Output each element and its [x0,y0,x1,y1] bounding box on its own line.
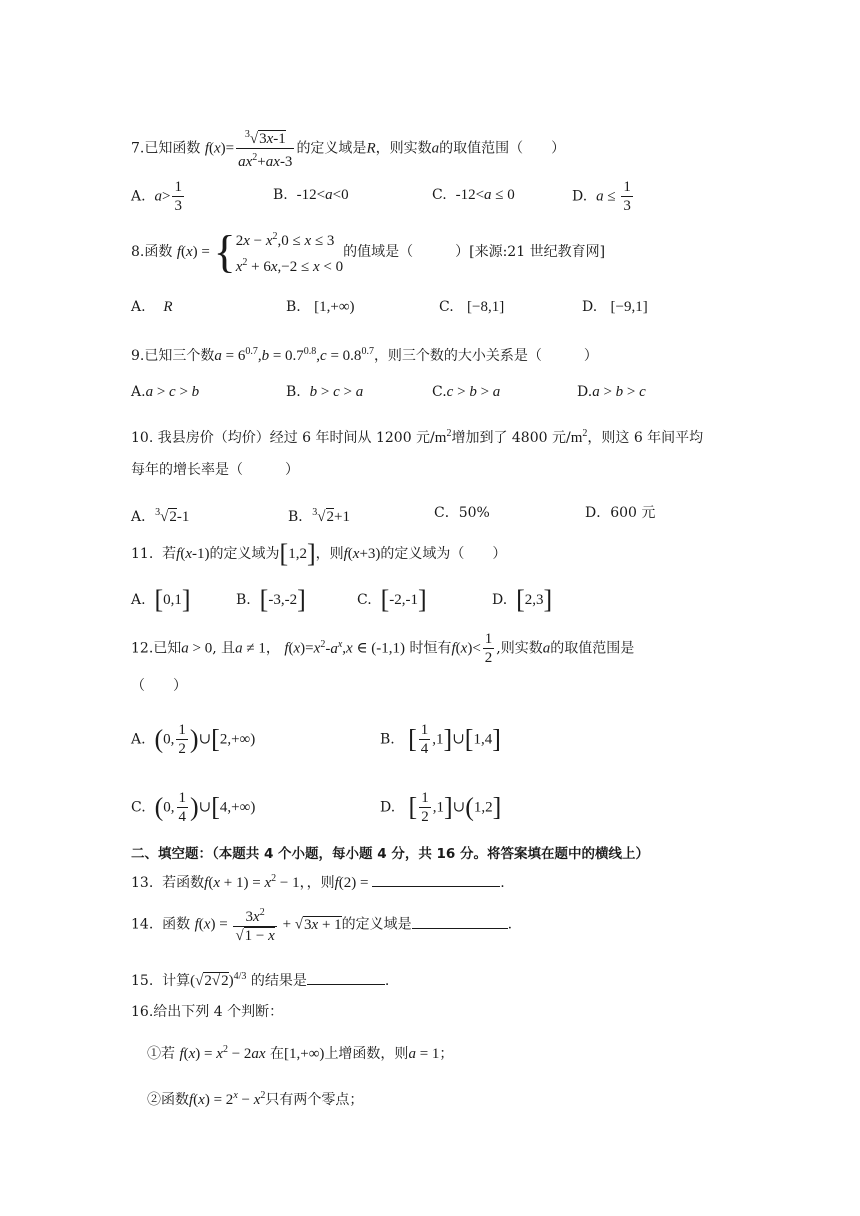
question-12-line2: （ ） [131,678,187,694]
question-stem: ，则实数 [375,140,432,157]
question-stem: 函数 [144,244,173,260]
q8-option-d: D. [−9,1] [582,299,648,315]
question-stem: 的取值范围（ ） [439,140,566,157]
q8-option-a: A. R [131,299,173,315]
q16-item-1: ①若 $f(x) = x^2 - 2ax$ 在[1,+∞)上增函数，则a = 1； [147,1044,454,1062]
q9-option-b: B. b > c > a [286,384,364,400]
q11-option-b: B. [-3,-2] [236,585,306,614]
q9-option-d: D.a > b > c [577,384,646,400]
q12-option-b: B. [ $\frac{1}{4}$ ,1]∪[1,4] [380,722,501,757]
question-12: 12.已知a > 0, 且a ≠ 1， $f(x)=x^2-a^x,x$ ∈ (-1,1) 时恒有f(x)< $\frac{1}{2}$ ,则实数a的取值范围是 [131,631,635,666]
q10-option-c: C．50% [434,505,490,521]
q16-item-2: ②函数$f(x) = 2^x - x^2$只有两个零点； [147,1090,364,1108]
q11-option-a: A. [0,1] [131,585,191,614]
q7-option-d: D. a ≤ $\frac{1}{3}$ [572,179,631,214]
question-7: 7.已知函数 f(x)= $\frac{^3√3x-1}{ax^2+ax-3}$ 的定义域是R，则实数a的取值范围（ ） [131,126,565,171]
question-stem: 已知函数 [144,140,201,157]
question-13: 13. 若函数$f(x + 1) = x^2 - 1$，，则f(2) = . [131,873,505,891]
q10-option-b: B．$^3$√2+1 [288,507,350,525]
q7-option-b: B. -12<a<0 [273,187,349,203]
question-11: 11. 若f(x-1)的定义域为[1,2]，则f(x+3)的定义域为（ ） [131,539,507,568]
q10-option-d: D．600 元 [585,505,656,521]
question-9: 9.已知三个数$a = 6^{0.7},b = 0.7^{0.8},c = 0.8^{0.7}$，则三个数的大小关系是（ ） [131,346,598,364]
question-number: 7. [131,140,145,157]
q12-option-c: C. (0, $\frac{1}{4}$ )∪[4,+∞) [131,790,256,825]
q11-option-d: D. [2,3] [492,585,553,614]
answer-blank[interactable] [307,970,385,985]
q7-option-c: C. -12<a ≤ 0 [432,187,515,203]
q9-option-c: C.c > b > a [432,384,501,400]
q9-option-a: A.a > c > b [131,384,200,400]
q7-option-a: A. a> $\frac{1}{3}$ [131,179,182,214]
answer-blank[interactable] [372,872,500,887]
q8-option-b: B. [1,+∞) [286,299,355,315]
section-heading: 二、填空题：（本题共 4 个小题，每小题 4 分，共 16 分。将答案填在题中的横线上） [131,846,650,862]
question-8: 8.函数 f(x) = { $2x - x^2,0 \le x \le 3$ $x^2 + 6x,-2 \le x < 0$ 的值域是（ ）[来源:21 世纪教育网] [131,226,606,277]
q12-option-d: D. [ $\frac{1}{2}$ ,1]∪(1,2] [380,790,502,825]
answer-blank[interactable] [412,914,508,929]
q12-option-a: A. (0, $\frac{1}{2}$ )∪[2,+∞) [131,722,256,757]
q10-option-a: A．$^3$√2-1 [131,507,190,525]
question-stem: 已知三个数 [144,348,215,364]
question-14: 14. 函数 f(x) = $\frac{3x^2}{√1 - x}$ + √3x + 1的定义域是 . [131,904,512,945]
q11-option-c: C. [-2,-1] [357,585,427,614]
question-stem: 的定义域是 [296,140,367,157]
question-stem: 的值域是（ ）[来源:21 世纪教育网] [343,244,606,260]
question-10: 10. 我县房价（均价）经过 6 年时间从 1200 元$/m^2$增加到了 4800 元$/m^2$，则这 6 年间平均 [131,428,704,446]
question-15: 15. 计算$(√2√2)^{4/3}$ 的结果是 . [131,971,390,989]
question-stem: ，则三个数的大小关系是（ ） [373,348,598,364]
question-10-line2: 每年的增长率是（ ） [131,462,299,478]
question-16: 16.给出下列 4 个判断： [131,1004,284,1020]
q8-option-c: C. [−8,1] [439,299,505,315]
